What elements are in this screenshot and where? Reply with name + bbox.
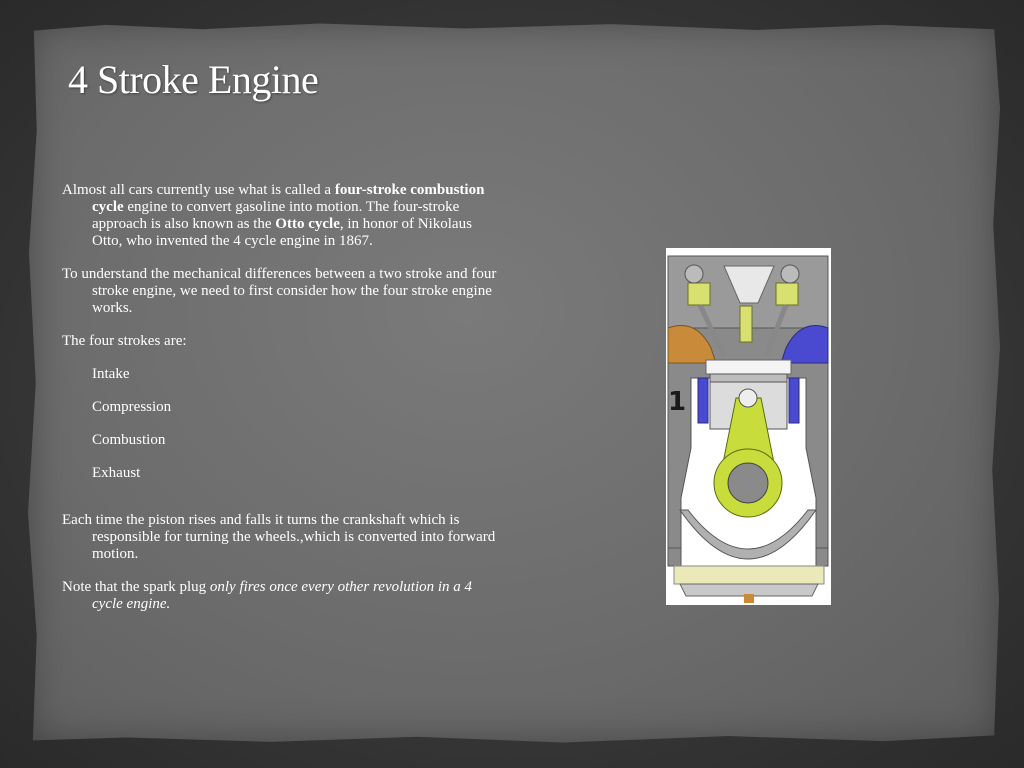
- engine-diagram: [666, 248, 831, 605]
- spark-text: Note that the spark plug: [62, 579, 210, 595]
- paragraph-differences: To understand the mechanical differences between a two stroke and four stroke engine, we need to first consider how the four stroke engine works.: [62, 266, 497, 316]
- intro-text-3: , in honor of Nikolaus Otto, who invented the 4 cycle engine in 1867.: [92, 216, 472, 249]
- slide-title: 4 Stroke Engine: [68, 57, 319, 102]
- wrist-pin: [739, 389, 757, 407]
- spark-plug: [740, 306, 752, 342]
- intro-bold-otto: Otto cycle: [275, 216, 340, 232]
- intro-text-1: Almost all cars currently use what is called a: [62, 182, 335, 198]
- exhaust-valve-spring: [776, 283, 798, 305]
- crank-bore: [728, 463, 768, 503]
- intro-text-2: engine to convert gasoline into motion. The four-stroke approach is also known as the: [92, 199, 460, 232]
- engine-diagram-svg: [666, 248, 831, 605]
- intake-cam: [685, 265, 703, 283]
- stroke-item-combustion: Combustion: [92, 432, 166, 448]
- crankcase-right: [816, 548, 828, 566]
- drain-plug: [744, 594, 754, 603]
- intake-valve-spring: [688, 283, 710, 305]
- piston-rings: [710, 374, 787, 382]
- cylinder-wall-right: [789, 378, 799, 423]
- paragraph-spark-plug: [62, 579, 502, 613]
- stroke-item-compression: Compression: [92, 399, 172, 415]
- intro-bold-term: four-stroke combustion cycle: [92, 182, 485, 215]
- exhaust-cam: [781, 265, 799, 283]
- stroke-item-exhaust: Exhaust: [92, 465, 141, 481]
- spacer: [62, 498, 502, 512]
- stroke-number-label: 1: [668, 387, 687, 417]
- spark-italic-text: only fires once every other revolution in a 4 cycle engine.: [92, 579, 473, 612]
- stroke-item-intake: Intake: [92, 366, 130, 382]
- paragraph-four-stroke-intro: [62, 182, 502, 250]
- paragraph-strokes-heading: The four strokes are:: [62, 333, 187, 349]
- crankcase-left: [668, 548, 681, 566]
- oil-sump: [674, 566, 824, 584]
- paragraph-crankshaft: Each time the piston rises and falls it turns the crankshaft which is responsible for turning the wheels.,which is converted into forward motion.: [62, 512, 496, 562]
- slide-body: [62, 182, 502, 629]
- cylinder-wall-left: [698, 378, 708, 423]
- combustion-chamber: [706, 360, 791, 374]
